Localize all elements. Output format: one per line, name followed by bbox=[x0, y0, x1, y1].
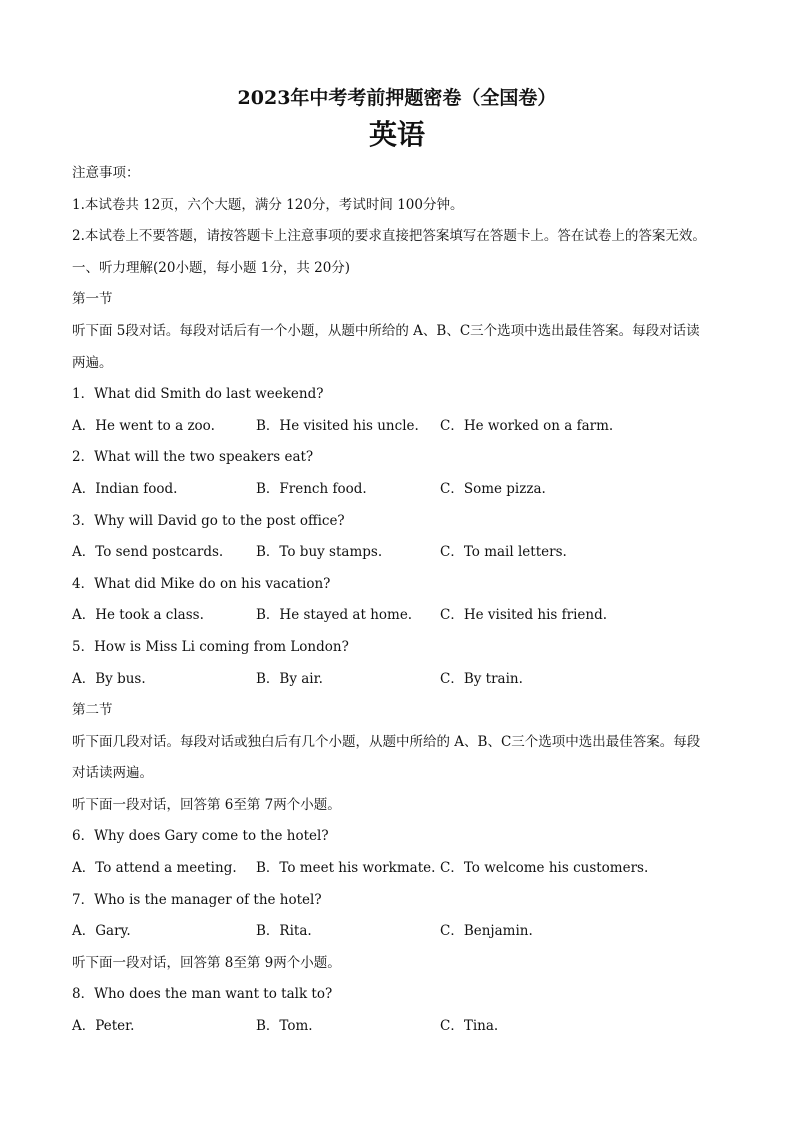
question-options bbox=[72, 411, 722, 443]
part-heading: 一、听力理解(20小题，每小题 1分，共 20分) bbox=[72, 259, 351, 276]
section-heading: 第二节 bbox=[72, 702, 113, 719]
question-stem: 6．Why does Gary come to the hotel? bbox=[72, 828, 329, 845]
exam-title: 2023年中考考前押题密卷（全国卷） bbox=[237, 87, 557, 109]
section-instructions: 两遍。 bbox=[72, 354, 113, 371]
option-a: A．Gary. bbox=[72, 923, 131, 940]
notice-heading: 注意事项： bbox=[72, 165, 140, 181]
question-options bbox=[72, 853, 722, 885]
option-b: B．To buy stamps. bbox=[256, 544, 383, 561]
option-c: C．Benjamin. bbox=[440, 923, 533, 940]
subject-title: 英语 bbox=[368, 118, 425, 151]
option-a: A．He took a class. bbox=[72, 607, 204, 624]
option-a: A．By bus. bbox=[72, 670, 146, 687]
question-stem: 1．What did Smith do last weekend? bbox=[72, 386, 324, 403]
question-stem: 2．What will the two speakers eat? bbox=[72, 449, 314, 466]
dialogue-intro: 听下面一段对话，回答第 8至第 9两个小题。 bbox=[72, 954, 341, 971]
question-stem: 5．How is Miss Li coming from London? bbox=[72, 638, 349, 655]
option-c: C．To welcome his customers. bbox=[440, 860, 649, 877]
question-options bbox=[72, 664, 722, 696]
question-stem: 3．Why will David go to the post office? bbox=[72, 512, 345, 529]
option-a: A．Peter. bbox=[72, 1018, 135, 1035]
question-options bbox=[72, 474, 722, 506]
notice-item: 1.本试卷共 12页，六个大题，满分 120分，考试时间 100分钟。 bbox=[72, 196, 464, 213]
option-b: B．He visited his uncle. bbox=[256, 417, 419, 434]
option-b: B．By air. bbox=[256, 670, 323, 687]
section-instructions: 对话读两遍。 bbox=[72, 765, 153, 782]
question-options bbox=[72, 1011, 722, 1043]
option-c: C．He worked on a farm. bbox=[440, 417, 614, 434]
option-b: B．French food. bbox=[256, 480, 367, 497]
option-b: B．To meet his workmate. bbox=[256, 860, 436, 877]
question-options bbox=[72, 916, 722, 948]
question-stem: 4．What did Mike do on his vacation? bbox=[72, 575, 331, 592]
option-c: C．By train. bbox=[440, 670, 523, 687]
option-b: B．He stayed at home. bbox=[256, 607, 413, 624]
question-stem: 7．Who is the manager of the hotel? bbox=[72, 891, 322, 908]
question-stem: 8．Who does the man want to talk to? bbox=[72, 986, 333, 1003]
dialogue-intro: 听下面一段对话，回答第 6至第 7两个小题。 bbox=[72, 796, 341, 813]
option-b: B．Tom. bbox=[256, 1018, 313, 1035]
option-c: C．Tina. bbox=[440, 1018, 499, 1035]
option-a: A．He went to a zoo. bbox=[72, 417, 215, 434]
section-heading: 第一节 bbox=[72, 291, 113, 308]
notice-item: 2.本试卷上不要答题，请按答题卡上注意事项的要求直接把答案填写在答题卡上。答在试卷上的答案无效。 bbox=[72, 228, 706, 245]
option-c: C．Some pizza. bbox=[440, 480, 546, 497]
section-instructions: 听下面 5段对话。每段对话后有一个小题，从题中所给的 A、B、C三个选项中选出最佳答案。每段对话读 bbox=[72, 322, 700, 339]
option-a: A．To send postcards. bbox=[72, 544, 224, 561]
option-c: C．To mail letters. bbox=[440, 544, 567, 561]
question-options bbox=[72, 537, 722, 569]
option-a: A．To attend a meeting. bbox=[72, 860, 237, 877]
option-a: A．Indian food. bbox=[72, 480, 178, 497]
option-c: C．He visited his friend. bbox=[440, 607, 608, 624]
question-options bbox=[72, 600, 722, 632]
section-instructions: 听下面几段对话。每段对话或独白后有几个小题，从题中所给的 A、B、C三个选项中选出最佳答案。每段 bbox=[72, 733, 701, 750]
option-b: B．Rita. bbox=[256, 923, 312, 940]
